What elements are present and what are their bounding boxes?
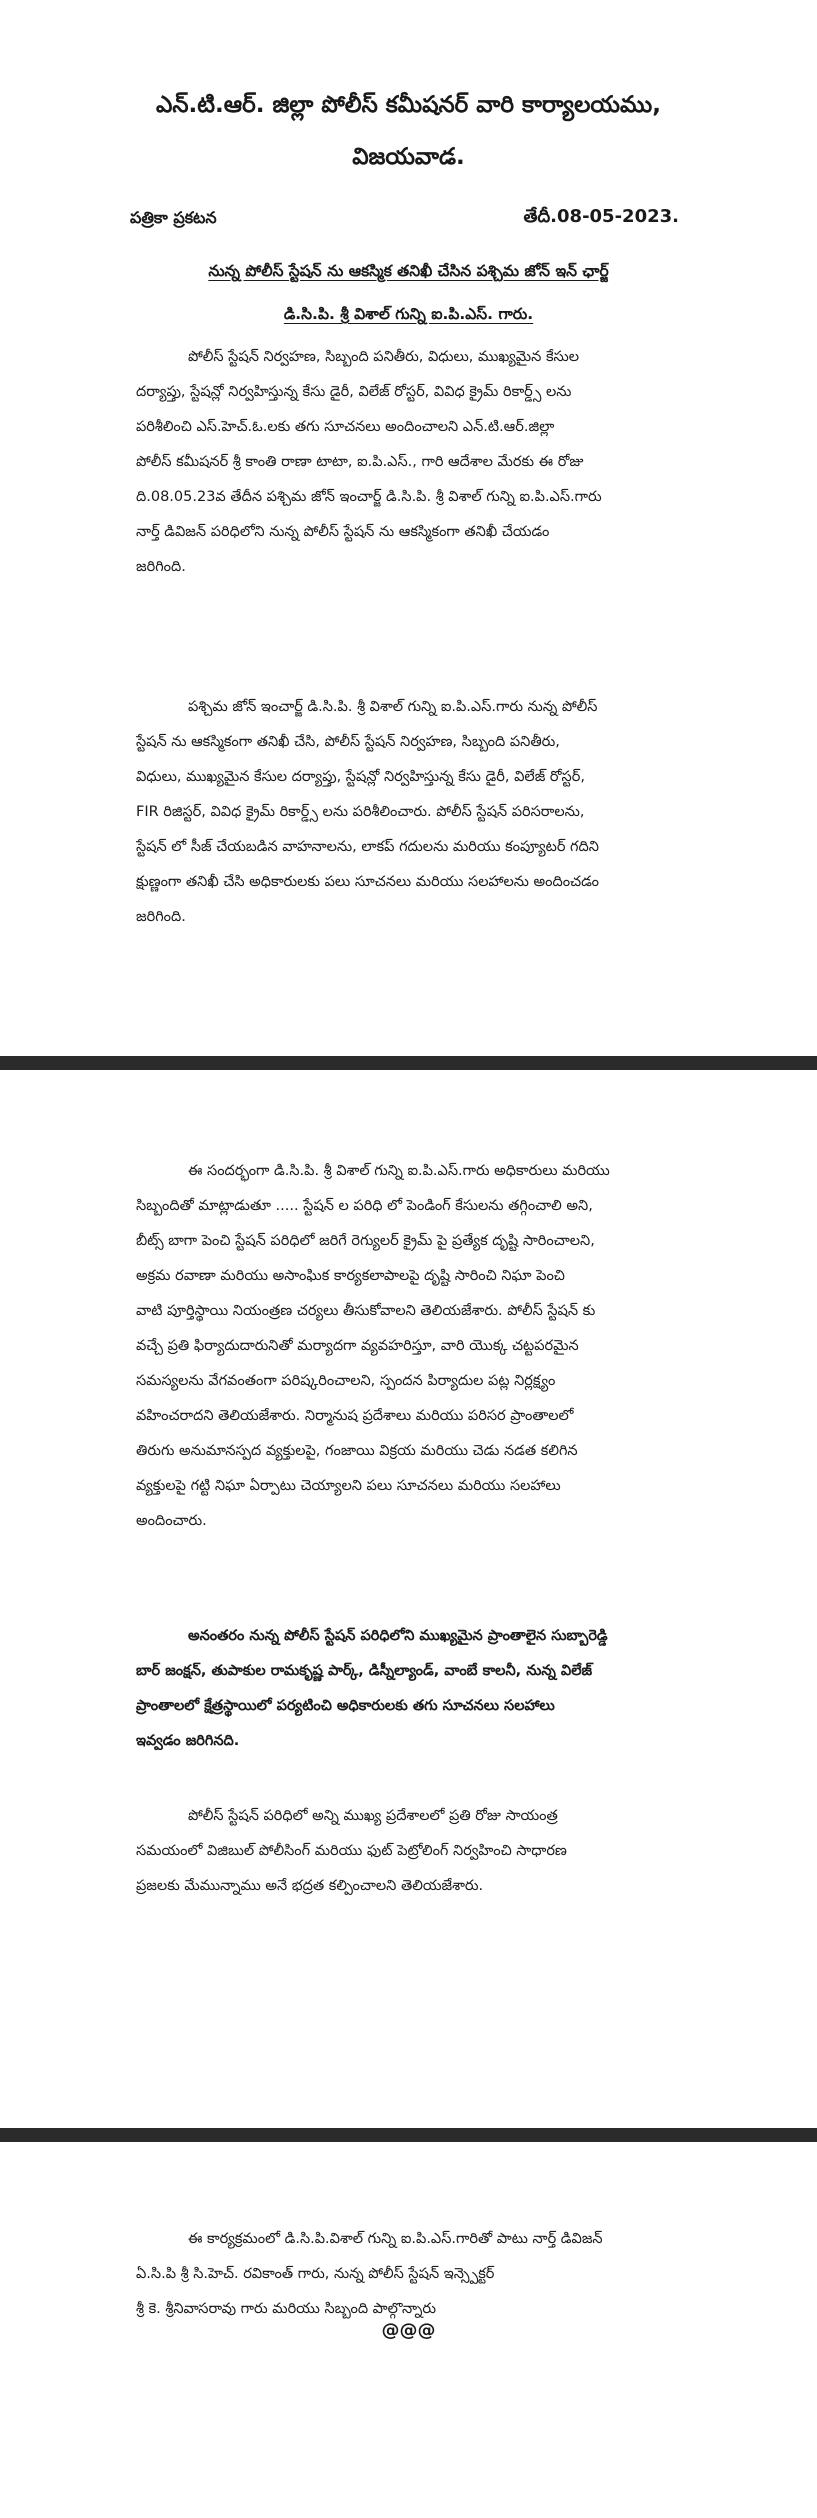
paragraph-line: అనంతరం నున్న పోలీస్ స్టేషన్ పరిధిలోని ముఖ్యమైన ప్రాంతాలైన సుబ్బారెడ్డి (188, 1628, 608, 1644)
paragraph-line: అందించారు. (136, 1513, 207, 1529)
paragraph-line: తిరుగు అనుమానస్పద వ్యక్తులపై, గంజాయి విక్రయ మరియు చెడు నడత కలిగిన (136, 1443, 578, 1459)
paragraph-line: జరిగింది. (136, 559, 186, 575)
page-divider (0, 2128, 817, 2142)
paragraph-line: స్టేషన్ లో సీజ్ చేయబడిన వాహనాలను, లాకప్ గదులను మరియు కంప్యూటర్ గదిని (136, 839, 599, 855)
closing-mark: @@@ (381, 2320, 436, 2341)
paragraph-line: క్షుణ్ణంగా తనిఖీ చేసి అధికారులకు పలు సూచనలు మరియు సలహాలను అందించడం (136, 874, 599, 890)
paragraph-line: ది.08.05.23వ తేదీన పశ్చిమ జోన్ ఇంచార్జ్ డి.సి.పి. శ్రీ విశాల్ గున్ని ఐ.పి.ఎస్.గారు (136, 489, 602, 505)
document-page-1 (0, 0, 817, 1058)
paragraph-inspection-details (136, 690, 678, 935)
paragraph-line: దర్యాప్తు, స్టేషన్లో నిర్వహిస్తున్న కేసు డైరీ, విలేజ్ రోస్టర్, వివిధ క్రైమ్ రికార్డ్స్ లను (136, 384, 572, 400)
subject-line-2 (0, 304, 817, 324)
paragraph-line: సమస్యలను వేగవంతంగా పరిష్కరించాలని, స్పందన పిర్యాదుల పట్ల నిర్లక్ష్యం (136, 1373, 556, 1389)
paragraph-line: ఈ సందర్భంగా డి.సి.పి. శ్రీ విశాల్ గున్ని ఐ.పి.ఎస్.గారు అధికారులు మరియు (188, 1163, 610, 1179)
release-date: తేదీ.08-05-2023. (523, 206, 679, 227)
paragraph-line: వ్యక్తులపై గట్టి నిఘా ఏర్పాటు చెయ్యాలని పలు సూచనలు మరియు సలహాలు (136, 1478, 561, 1494)
paragraph-visible-policing (136, 1799, 678, 1904)
subject-line-1 (0, 261, 817, 281)
paragraph-line: వహించరాదని తెలియజేశారు. నిర్మానుష ప్రదేశాలు మరియు పరిసర ప్రాంతాలలో (136, 1408, 574, 1424)
paragraph-line: పోలీస్ స్టేషన్ నిర్వహణ, సిబ్బంది పనితీరు, విధులు, ముఖ్యమైన కేసుల (188, 349, 579, 365)
paragraph-line: FIR రిజిస్టర్, వివిధ క్రైమ్ రికార్డ్స్ లను పరిశీలించారు. పోలీస్ స్టేషన్ పరిసరాలను, (136, 804, 585, 820)
paragraph-line: పోలీస్ కమీషనర్ శ్రీ కాంతి రాణా టాటా, ఐ.పి.ఎస్., గారి ఆదేశాల మేరకు ఈ రోజు (136, 454, 584, 470)
subject-line-2-text: డి.సి.పి. శ్రీ విశాల్ గున్ని ఐ.పి.ఎస్. గారు. (283, 305, 534, 323)
subject-line-1-text: నున్న పోలీస్ స్టేషన్ ను ఆకస్మిక తనిఖీ చేసిన పశ్చిమ జోన్ ఇన్ ఛార్జ్ (208, 262, 609, 280)
paragraph-line: ప్రజలకు మేమున్నాము అనే భద్రత కల్పించాలని తెలియజేశారు. (136, 1878, 484, 1894)
paragraph-line: ఇవ్వడం జరిగినది. (136, 1733, 240, 1749)
paragraph-field-visit (136, 1619, 678, 1759)
paragraph-line: సిబ్బందితో మాట్లాడుతూ ..... స్టేషన్ ల పరిధి లో పెండింగ్ కేసులను తగ్గించాలి అని, (136, 1198, 593, 1214)
paragraph-line: జరిగింది. (136, 909, 186, 925)
paragraph-line: నార్త్ డివిజన్ పరిధిలోని నున్న పోలీస్ స్టేషన్ ను ఆకస్మికంగా తనిఖీ చేయడం (136, 524, 550, 540)
paragraph-line: అక్రమ రవాణా మరియు అసాంఘిక కార్యకలాపాలపై దృష్టి సారించి నిఘా పెంచి (136, 1268, 565, 1284)
paragraph-line: బీట్స్ బాగా పెంచి స్టేషన్ పరిధిలో జరిగే రెగ్యులర్ క్రైమ్ పై ప్రత్యేక దృష్టి సారించాలని, (136, 1233, 595, 1249)
paragraph-line: ఈ కార్యక్రమంలో డి.సి.పి.విశాల్ గున్ని ఐ.పి.ఎస్.గారితో పాటు నార్త్ డివిజన్ (188, 2231, 603, 2247)
paragraph-instructions (136, 1154, 678, 1539)
paragraph-line: బార్ జంక్షన్, తుపాకుల రామకృష్ణ పార్క్, డిస్నీల్యాండ్, వాంబే కాలనీ, నున్న విలేజ్ (136, 1663, 593, 1679)
paragraph-line: స్టేషన్ ను ఆకస్మికంగా తనిఖీ చేసి, పోలీస్ స్టేషన్ నిర్వహణ, సిబ్బంది పనితీరు, (136, 734, 560, 750)
paragraph-inspection-order (136, 340, 678, 585)
paragraph-line: వచ్చే ప్రతి ఫిర్యాదుదారునితో మర్యాదగా వ్యవహరిస్తూ, వారి యొక్క చట్టపరమైన (136, 1338, 579, 1354)
city-name: విజయవాడ. (352, 144, 465, 170)
paragraph-line: ఏ.సి.పి శ్రీ సి.హెచ్. రవికాంత్ గారు, నున్న పోలీస్ స్టేషన్ ఇన్స్పెక్టర్ (136, 2266, 495, 2282)
paragraph-line: ప్రాంతాలలో క్షేత్రస్థాయిలో పర్యటించి అధికారులకు తగు సూచనలు సలహాలు (136, 1698, 555, 1714)
office-title: ఎన్.టి.ఆర్. జిల్లా పోలీస్ కమీషనర్ వారి కార్యాలయము, (155, 92, 662, 118)
paragraph-line: విధులు, ముఖ్యమైన కేసుల దర్యాప్తు, స్టేషన్లో నిర్వహిస్తున్న కేసు డైరీ, విలేజ్ రోస్టర్, (136, 769, 585, 785)
paragraph-line: శ్రీ కె. శ్రీనివాసరావు గారు మరియు సిబ్బంది పాల్గొన్నారు (136, 2301, 436, 2317)
paragraph-line: పోలీస్ స్టేషన్ పరిధిలో అన్ని ముఖ్య ప్రదేశాలలో ప్రతి రోజు సాయంత్ర (188, 1808, 558, 1824)
paragraph-participants (136, 2222, 678, 2327)
press-release-label: పత్రికా ప్రకటన (130, 208, 217, 227)
paragraph-line: వాటి పూర్తిస్థాయి నియంత్రణ చర్యలు తీసుకోవాలని తెలియజేశారు. పోలీస్ స్టేషన్ కు (136, 1303, 596, 1319)
paragraph-line: పశ్చిమ జోన్ ఇంచార్జ్ డి.సి.పి. శ్రీ విశాల్ గున్ని ఐ.పి.ఎస్.గారు నున్న పోలీస్ (188, 699, 598, 715)
paragraph-line: సమయంలో విజిబుల్ పోలీసింగ్ మరియు ఫుట్ పెట్రోలింగ్ నిర్వహించి సాధారణ (136, 1843, 567, 1859)
paragraph-line: పరిశీలించి ఎస్.హెచ్.ఓ.లకు తగు సూచనలు అందించాలని ఎన్.టి.ఆర్.జిల్లా (136, 419, 555, 435)
page-divider (0, 1056, 817, 1070)
